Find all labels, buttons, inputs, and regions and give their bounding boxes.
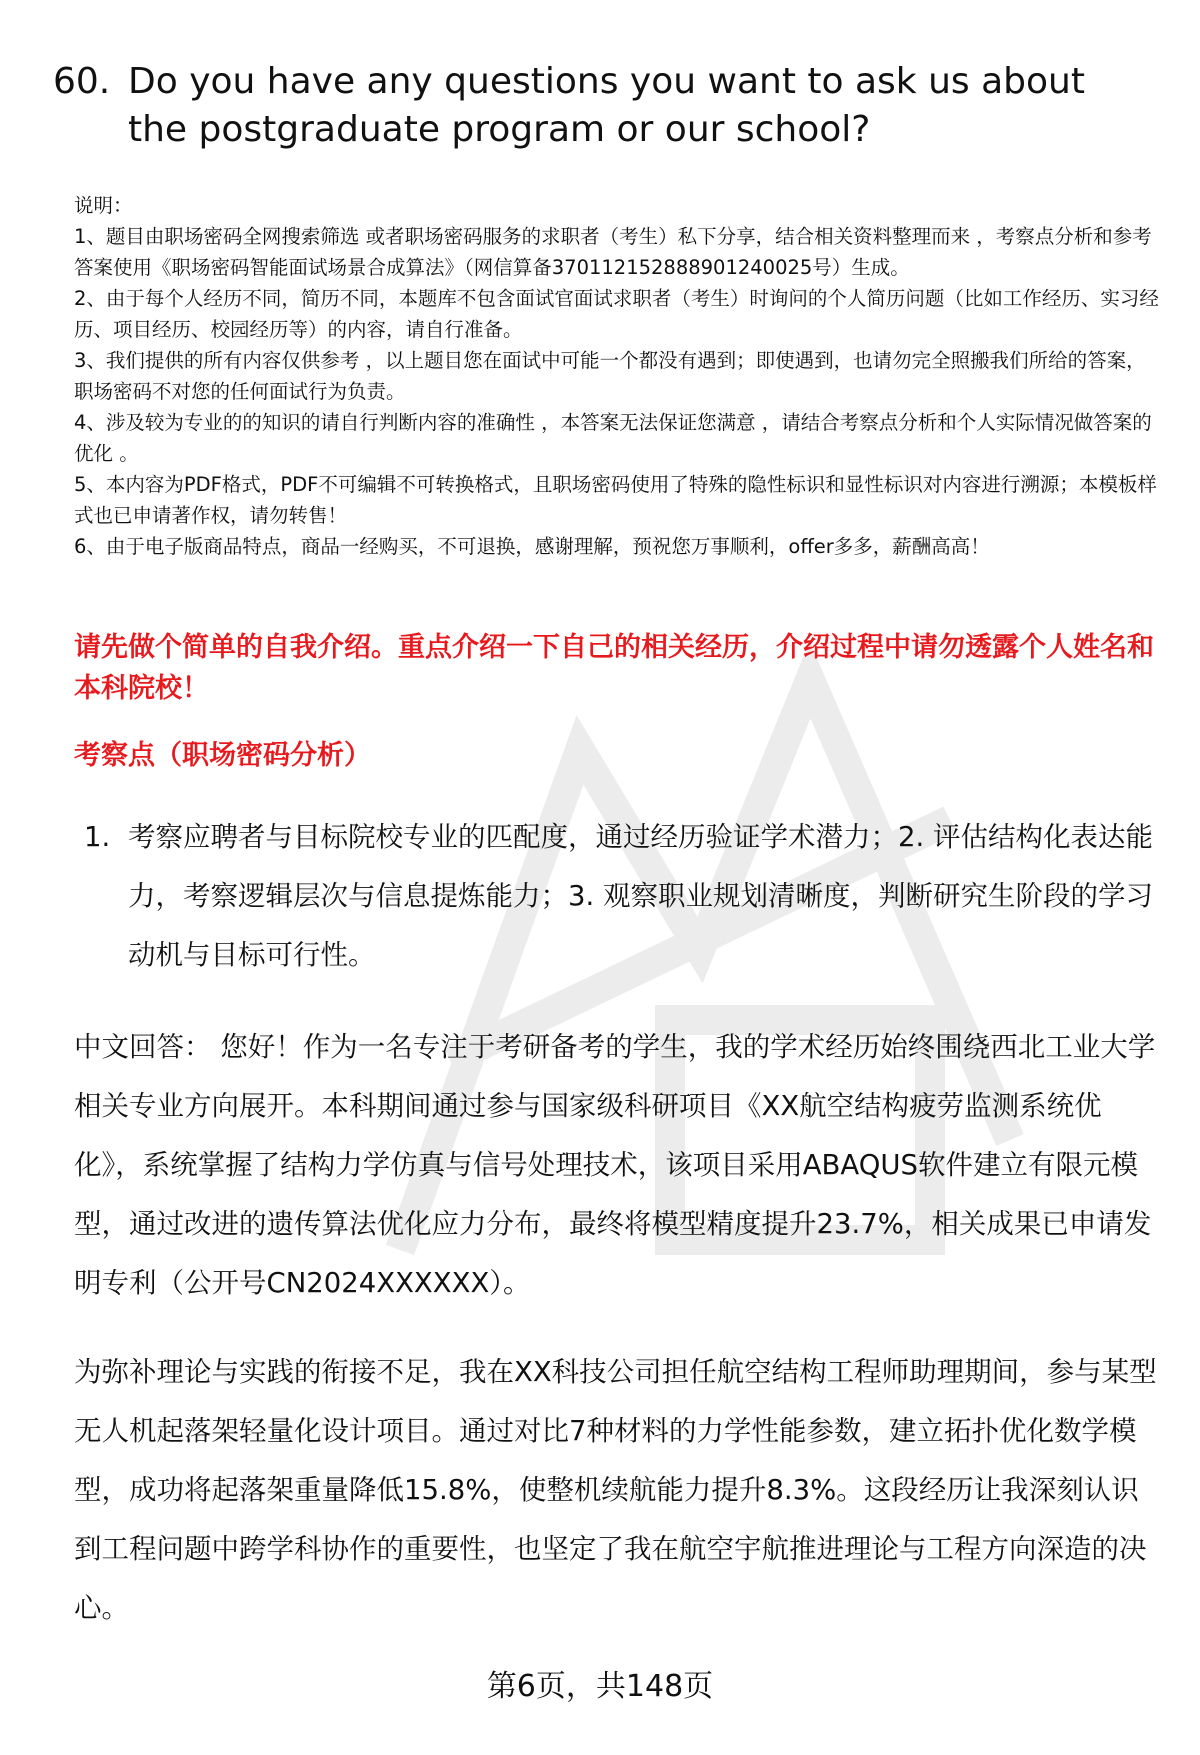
note-item: 1、题目由职场密码全网搜索筛选 或者职场密码服务的求职者（考生）私下分享，结合相关资料整理而来 ，考察点分析和参考答案使用《职场密码智能面试场景合成算法》（网信算备370112152888901240025号）生成。	[74, 225, 1152, 279]
point-text: 考察应聘者与目标院校专业的匹配度，通过经历验证学术潜力；2. 评估结构化表达能力，考察逻辑层次与信息提炼能力；3. 观察职业规划清晰度，判断研究生阶段的学习动机与目标可行性。	[128, 821, 1153, 971]
note-item: 4、涉及较为专业的的知识的请自行判断内容的准确性 ，本答案无法保证您满意 ，请结合考察点分析和个人实际情况做答案的优化 。	[74, 411, 1152, 465]
interview-prompt-heading: 请先做个简单的自我介绍。重点介绍一下自己的相关经历，介绍过程中请勿透露个人姓名和本科院校！	[74, 632, 1154, 704]
disclaimer-notes	[74, 190, 1162, 562]
point-number: 1.	[84, 821, 111, 853]
page-footer: 第6页，共148页	[486, 1669, 714, 1704]
note-item: 3、我们提供的所有内容仅供参考 ，以上题目您在面试中可能一个都没有遇到；即使遇到，也请勿完全照搬我们所给的答案，职场密码不对您的任何面试行为负责。	[74, 349, 1146, 403]
answer-paragraph-1: 中文回答： 您好！作为一名专注于考研备考的学生，我的学术经历始终围绕西北工业大学相关专业方向展开。本科期间通过参与国家级科研项目《XX航空结构疲劳监测系统优化》，系统掌握了结构力学仿真与信号处理技术，该项目采用ABAQUS软件建立有限元模型，通过改进的遗传算法优化应力分布，最终将模型精度提升23.7%，相关成果已申请发明专利（公开号CN2024XXXXXX）。	[74, 1031, 1156, 1299]
question-number: 60.	[53, 61, 111, 102]
assessment-points	[84, 808, 1159, 985]
note-item: 6、由于电子版商品特点，商品一经购买，不可退换，感谢理解，预祝您万事顺利，offer多多，薪酬高高！	[74, 535, 990, 558]
notes-heading: 说明：	[74, 194, 133, 217]
analysis-section-title: 考察点（职场密码分析）	[74, 740, 371, 771]
note-item: 5、本内容为PDF格式，PDF不可编辑不可转换格式，且职场密码使用了特殊的隐性标识和显性标识对内容进行溯源；本模板样式也已申请著作权，请勿转售！	[74, 473, 1157, 527]
note-item: 2、由于每个人经历不同，简历不同，本题库不包含面试官面试求职者（考生）时询问的个人简历问题（比如工作经历、实习经历、项目经历、校园经历等）的内容，请自行准备。	[74, 287, 1159, 341]
answer-paragraph-2: 为弥补理论与实践的衔接不足，我在XX科技公司担任航空结构工程师助理期间，参与某型无人机起落架轻量化设计项目。通过对比7种材料的力学性能参数，建立拓扑优化数学模型，成功将起落架重量降低15.8%，使整机续航能力提升8.3%。这段经历让我深刻认识到工程问题中跨学科协作的重要性，也坚定了我在航空宇航推进理论与工程方向深造的决心。	[74, 1356, 1157, 1624]
question-title	[53, 58, 1153, 154]
question-text: Do you have any questions you want to ask us about the postgraduate program or our school?	[128, 61, 1085, 150]
